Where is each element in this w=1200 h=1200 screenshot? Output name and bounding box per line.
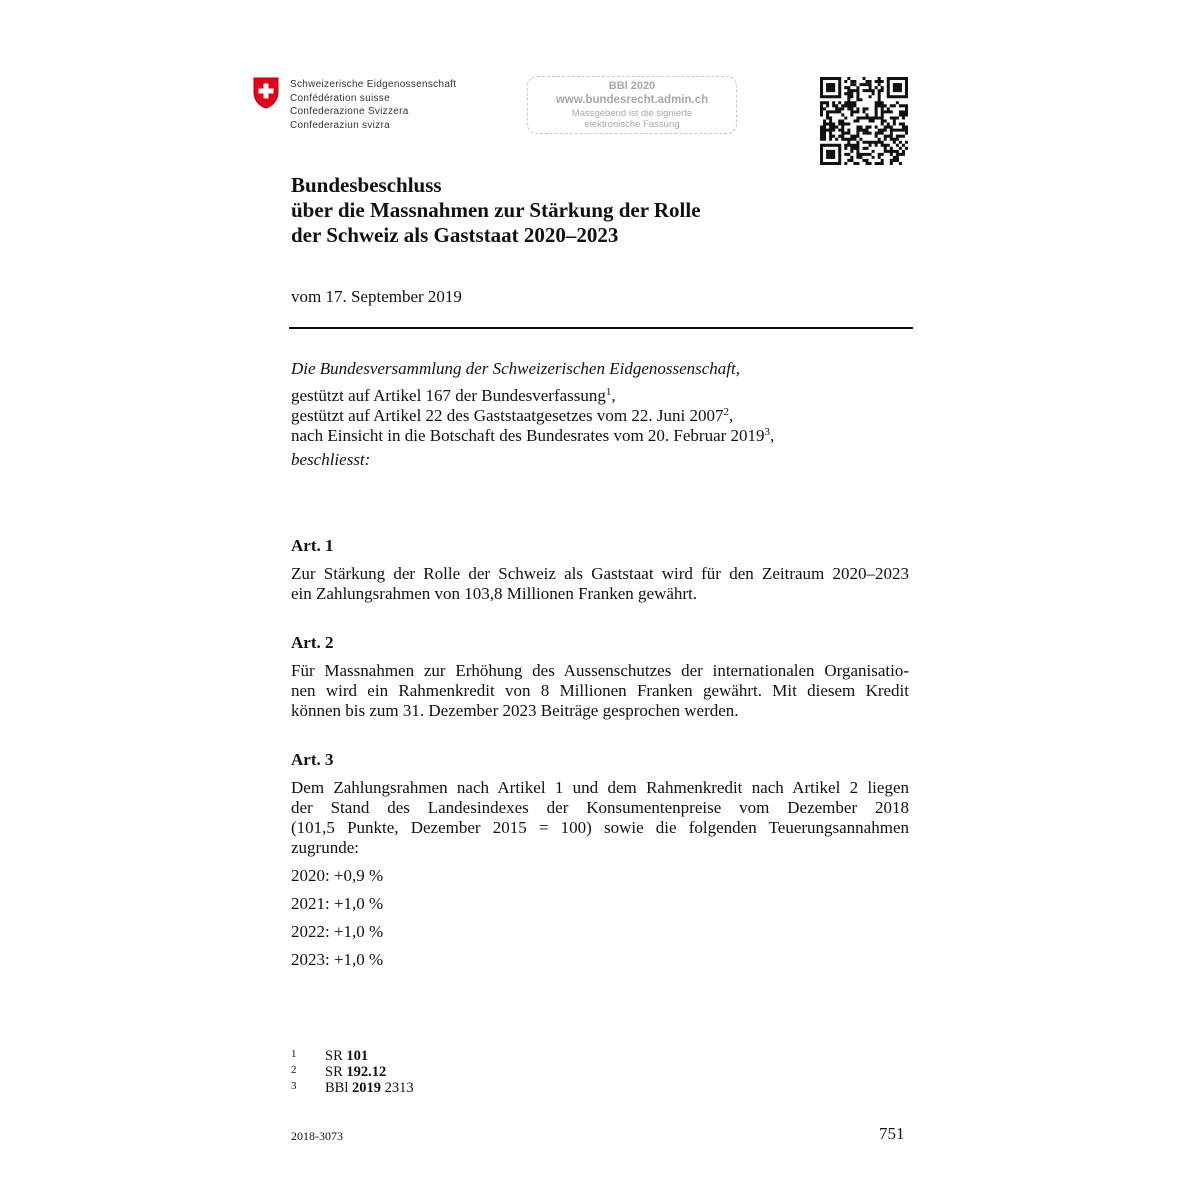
article-3-heading: Art. 3	[291, 750, 334, 769]
stamp-note-2: elektronische Fassung	[584, 119, 680, 130]
article-1-line-1: Zur Stärkung der Rolle der Schweiz als Gaststaat wird für den Zeitraum 2020–2023	[291, 564, 909, 583]
preamble-basis-3: nach Einsicht in die Botschaft des Bundesrates vom 20. Februar 2019$^3$,	[291, 426, 775, 445]
footnote-1: 1 SR 101	[291, 1048, 369, 1064]
inflation-2020: 2020: +0,9 %	[291, 866, 384, 885]
confederation-fr: Confédération suisse	[290, 92, 390, 104]
title-line-1: Bundesbeschluss	[291, 173, 442, 197]
article-2-text	[291, 661, 909, 721]
preamble-basis-2: gestützt auf Artikel 22 des Gaststaatgesetzes vom 22. Juni 2007$^2$,	[291, 406, 734, 425]
footnote-ref-2[interactable]: 2	[723, 406, 729, 418]
preamble	[291, 359, 931, 470]
document-date: vom 17. September 2019	[291, 287, 462, 306]
official-publication-stamp	[527, 76, 737, 134]
document-title	[291, 173, 701, 248]
article-2-line-2: nen wird ein Rahmenkredit von 8 Millionen Franken gewährt. Mit diesem Kredit	[291, 681, 909, 700]
article-3-line-2: der Stand des Landesindexes der Konsumentenpreise vom Dezember 2018	[291, 798, 909, 817]
article-3-text	[291, 778, 909, 858]
footnote-ref-3[interactable]: 3	[764, 426, 771, 438]
stamp-note-1: Massgebend ist die signierte	[571, 108, 693, 119]
article-1-text	[291, 564, 909, 604]
confederation-de: Schweizerische Eidgenossenschaft	[290, 79, 457, 90]
preamble-resolves: beschliesst:	[291, 450, 371, 469]
title-divider	[289, 327, 913, 329]
title-line-3: der Schweiz als Gaststaat 2020–2023	[291, 223, 619, 247]
article-2-line-3: können bis zum 31. Dezember 2023 Beiträge gesprochen werden.	[291, 701, 739, 720]
inflation-2023: 2023: +1,0 %	[291, 950, 384, 969]
document-number: 2018-3073	[291, 1129, 343, 1143]
inflation-2022: 2022: +1,0 %	[291, 922, 384, 941]
article-1-line-2: ein Zahlungsrahmen von 103,8 Millionen Franken gewährt.	[291, 584, 698, 603]
confederation-names	[290, 78, 456, 132]
inflation-2021: 2021: +1,0 %	[291, 894, 384, 913]
stamp-url[interactable]: www.bundesrecht.admin.ch	[555, 94, 709, 106]
qr-code-icon	[820, 77, 908, 165]
article-3-line-1: Dem Zahlungsrahmen nach Artikel 1 und dem Rahmenkredit nach Artikel 2 liegen	[291, 778, 909, 797]
footnote-ref-1[interactable]: 1	[605, 386, 612, 398]
confederation-it: Confederazione Svizzera	[290, 106, 409, 117]
title-line-2: über die Massnahmen zur Stärkung der Rolle	[291, 198, 701, 222]
footnote-2: 2 SR 192.12	[291, 1064, 387, 1080]
preamble-assembly: Die Bundesversammlung der Schweizerischen Eidgenossenschaft,	[291, 359, 740, 378]
swiss-coat-of-arms-icon	[253, 77, 279, 109]
article-2-line-1: Für Massnahmen zur Erhöhung des Aussenschutzes der internationalen Organisatio-	[291, 661, 909, 680]
article-3-line-4: zugrunde:	[291, 838, 359, 857]
article-1-heading: Art. 1	[291, 536, 334, 555]
article-3-line-3: (101,5 Punkte, Dezember 2015 = 100) sowie die folgenden Teuerungsannahmen	[291, 818, 909, 837]
confederation-rm: Confederaziun svizra	[290, 119, 390, 131]
page-number: 751	[879, 1124, 905, 1143]
preamble-basis-1: gestützt auf Artikel 167 der Bundesverfassung$^1$,	[291, 386, 616, 405]
stamp-bbl: BBl 2020	[608, 80, 656, 92]
article-2-heading: Art. 2	[291, 633, 334, 652]
footnote-3: 3 BBl 2019 2313	[291, 1080, 414, 1096]
